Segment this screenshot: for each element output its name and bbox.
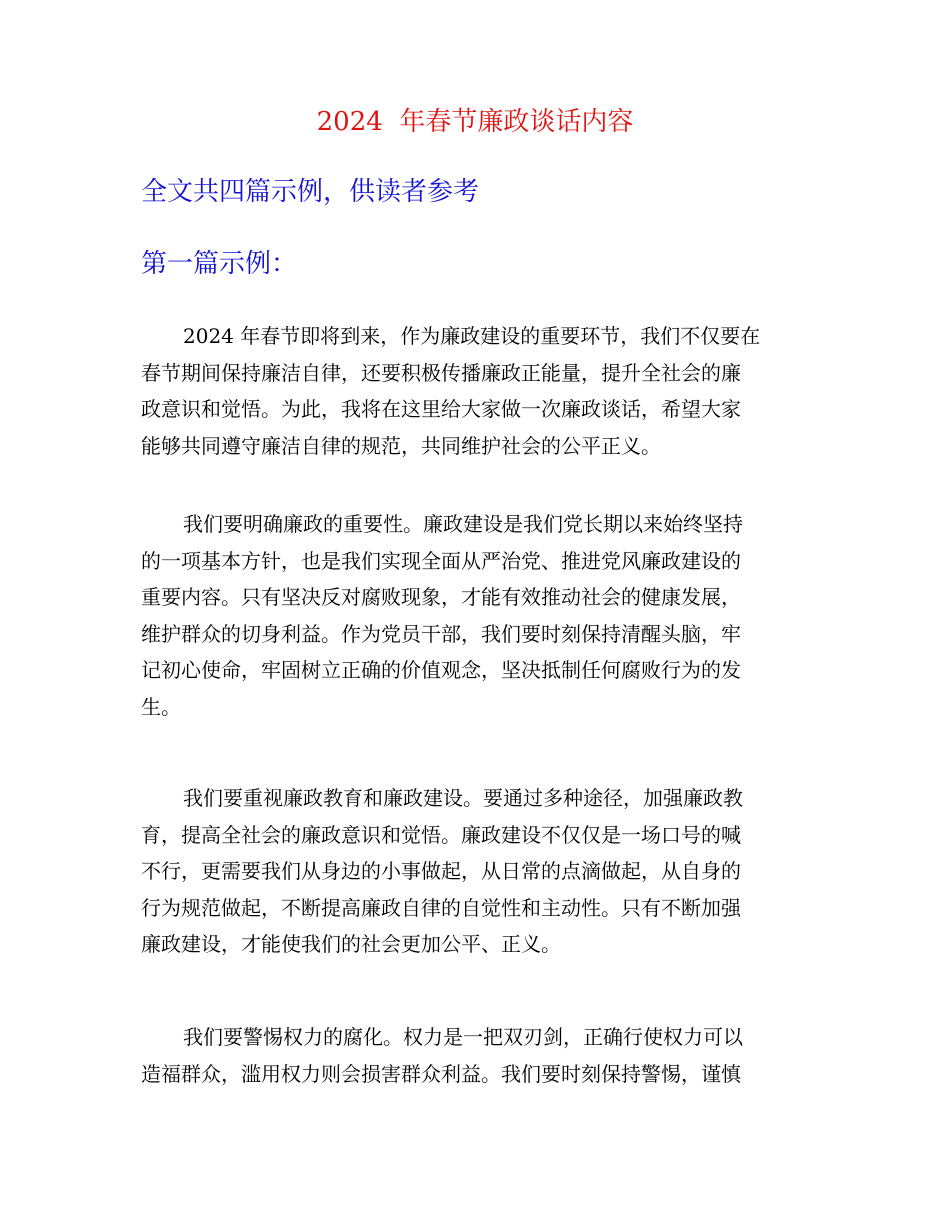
paragraph-line: 重要内容。只有坚决反对腐败现象，才能有效推动社会的健康发展， bbox=[141, 585, 741, 609]
paragraph-line: 造福群众，滥用权力则会损害群众利益。我们要时刻保持警惕，谨慎 bbox=[141, 1061, 741, 1086]
paragraph-3 bbox=[141, 780, 805, 963]
paragraph-4 bbox=[141, 1019, 805, 1092]
document-subtitle: 全文共四篇示例，供读者参考 bbox=[141, 177, 480, 207]
paragraph-line: 我们要重视廉政教育和廉政建设。要通过多种途径，加强廉政教 bbox=[183, 786, 743, 810]
paragraph-2 bbox=[141, 506, 805, 725]
paragraph-line: 行为规范做起，不断提高廉政自律的自觉性和主动性。只有不断加强 bbox=[141, 895, 741, 920]
paragraph-line: 能够共同遵守廉洁自律的规范，共同维护社会的公平正义。 bbox=[141, 433, 661, 458]
paragraph-line: 的一项基本方针，也是我们实现全面从严治党、推进党风廉政建设的 bbox=[141, 548, 741, 573]
paragraph-line: 不行，更需要我们从身边的小事做起，从日常的点滴做起，从自身的 bbox=[141, 859, 741, 883]
paragraph-line: 育，提高全社会的廉政意识和觉悟。廉政建设不仅仅是一场口号的喊 bbox=[141, 822, 741, 847]
paragraph-line: 维护群众的切身利益。作为党员干部，我们要时刻保持清醒头脑，牢 bbox=[141, 621, 741, 646]
document-title: 2024 年春节廉政谈话内容 bbox=[316, 107, 634, 137]
paragraph-line: 记初心使命，牢固树立正确的价值观念，坚决抵制任何腐败行为的发 bbox=[141, 658, 741, 682]
paragraph-line: 春节期间保持廉洁自律，还要积极传播廉政正能量，提升全社会的廉 bbox=[141, 360, 741, 385]
paragraph-line: 我们要明确廉政的重要性。廉政建设是我们党长期以来始终坚持 bbox=[183, 512, 743, 536]
paragraph-1 bbox=[141, 318, 805, 464]
section-heading: 第一篇示例： bbox=[141, 249, 298, 279]
paragraph-line: 我们要警惕权力的腐化。权力是一把双刃剑，正确行使权力可以 bbox=[183, 1025, 743, 1049]
paragraph-line: 生。 bbox=[141, 694, 181, 719]
paragraph-line: 廉政建设，才能使我们的社会更加公平、正义。 bbox=[141, 932, 561, 956]
paragraph-line: 政意识和觉悟。为此，我将在这里给大家做一次廉政谈话，希望大家 bbox=[141, 397, 741, 421]
paragraph-line: 2024 年春节即将到来，作为廉政建设的重要环节，我们不仅要在 bbox=[183, 324, 761, 348]
